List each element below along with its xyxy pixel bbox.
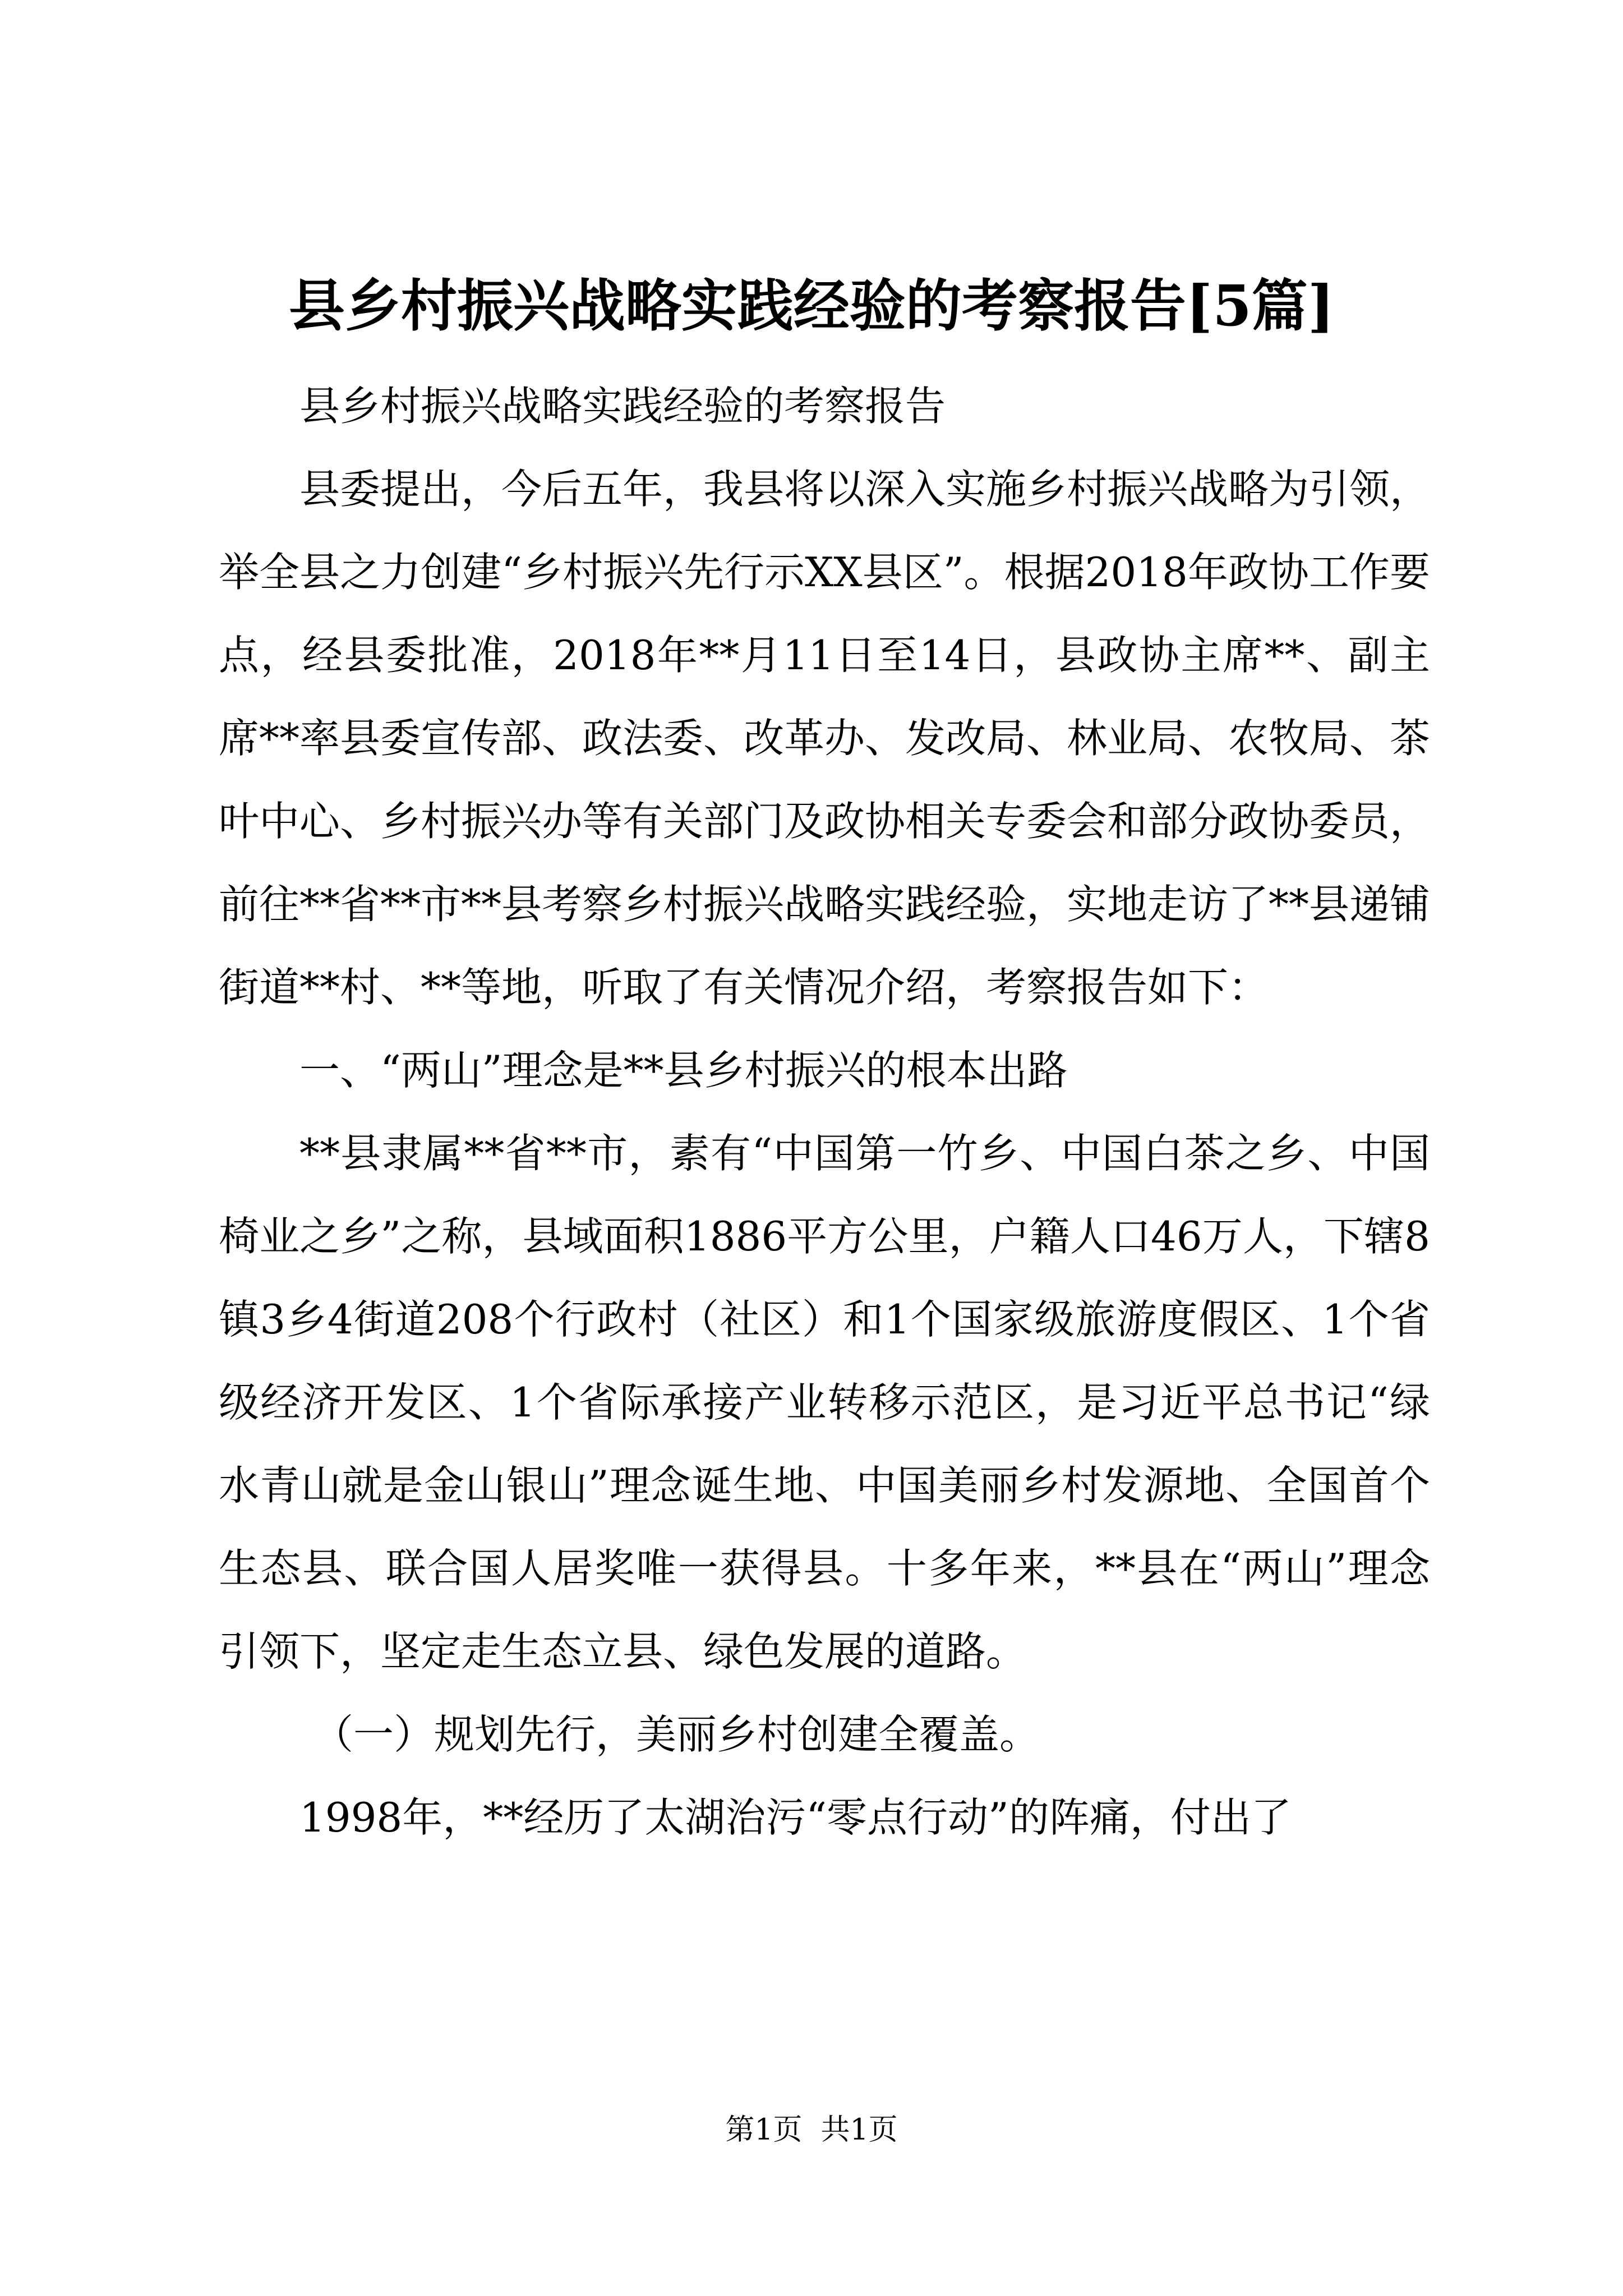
document-body xyxy=(219,365,1430,1859)
section-heading: 一、“两山”理念是**县乡村振兴的根本出路 xyxy=(299,1047,1068,1094)
paragraph-overview: **县隶属**省**市，素有“中国第一竹乡、中国白茶之乡、中国椅业之乡”之称，县域面积1886平方公里，户籍人口46万人，下辖8镇3乡4街道208个行政村（社区）和1个国家级旅游度假区、1个省级经济开发区、1个省际承接产业转移示范区，是习近平总书记“绿水青山就是金山银山”理念诞生地、中国美丽乡村发源地、全国首个生态县、联合国人居奖唯一获得县。十多年来，**县在“两山”理念引领下，坚定走生态立县、绿色发展的道路。 xyxy=(219,1130,1430,1675)
paragraph-history: 1998年，**经历了太湖治污“零点行动”的阵痛，付出了 xyxy=(299,1794,1292,1841)
sub-heading: （一）规划先行，美丽乡村创建全覆盖。 xyxy=(313,1711,1040,1758)
report-subtitle: 县乡村振兴战略实践经验的考察报告 xyxy=(299,383,946,430)
paragraph-intro: 县委提出，今后五年，我县将以深入实施乡村振兴战略为引领，举全县之力创建“乡村振兴先行示XX县区”。根据2018年政协工作要点，经县委批准，2018年**月11日至14日，县政协主席**、副主席**率县委宣传部、政法委、改革办、发改局、林业局、农牧局、茶叶中心、乡村振兴办等有关部门及政协相关专委会和部分政协委员，前往**省**市**县考察乡村振兴战略实践经验，实地走访了**县递铺街道**村、**等地，听取了有关情况介绍，考察报告如下： xyxy=(219,466,1431,1011)
page-number: 第1页 共1页 xyxy=(725,2113,898,2147)
document-title: 县乡村振兴战略实践经验的考察报告[5篇] xyxy=(288,273,1335,339)
